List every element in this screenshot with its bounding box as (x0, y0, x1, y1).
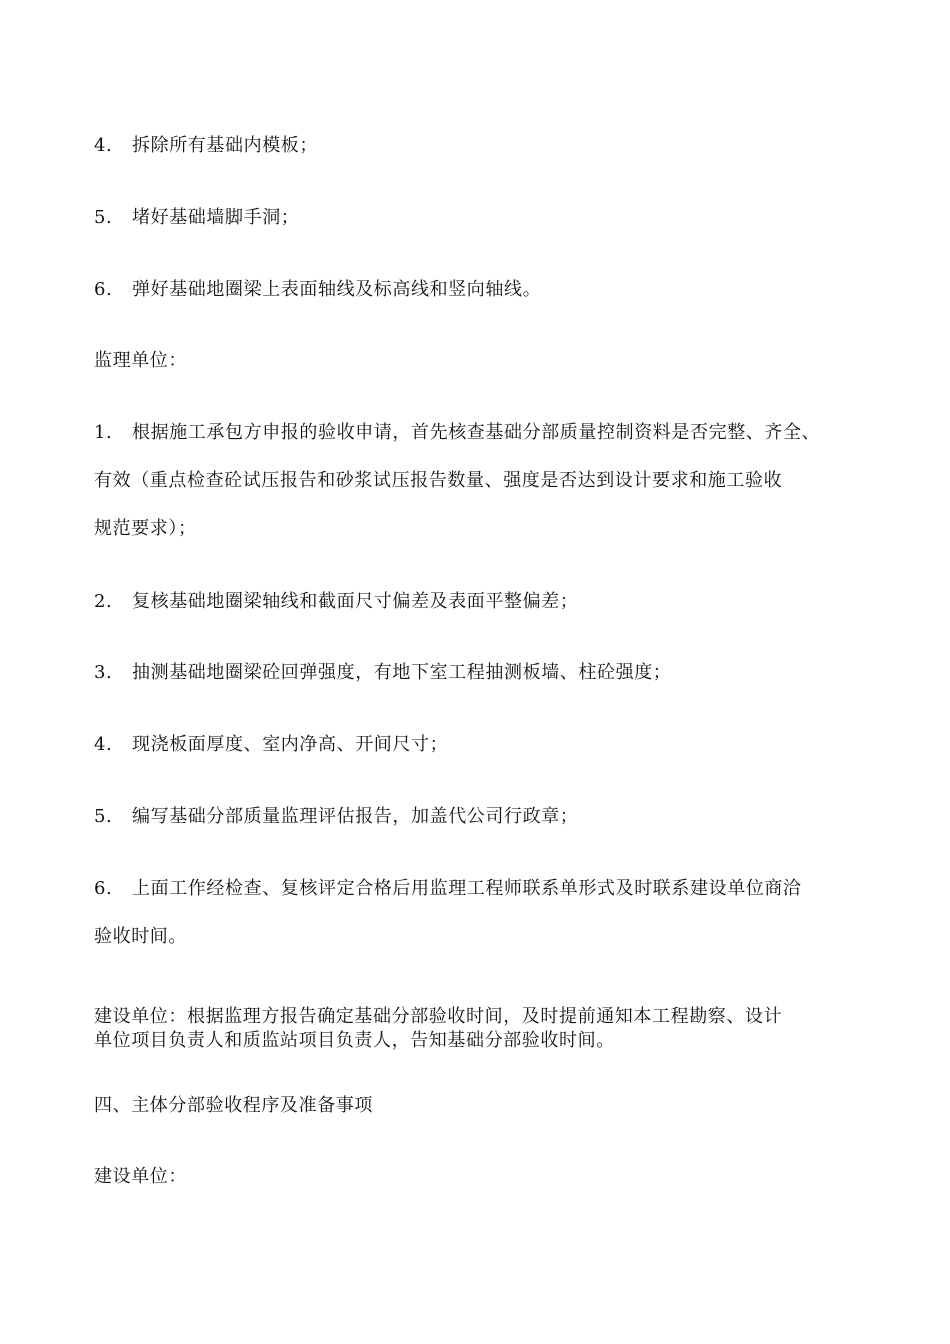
list-text: 堵好基础墙脚手洞； (132, 207, 300, 228)
paragraph-construction-unit: 建设单位：根据监理方报告确定基础分部验收时间，及时提前通知本工程勘察、设计 (94, 1006, 783, 1027)
list-item (94, 206, 299, 230)
list-item (94, 590, 578, 614)
list-number: 1. (94, 422, 113, 443)
list-item (94, 877, 802, 901)
list-text: 拆除所有基础内模板； (132, 135, 318, 156)
list-number: 6. (94, 878, 113, 899)
section-heading-four: 四、主体分部验收程序及准备事项 (94, 1095, 373, 1116)
list-text: 复核基础地圈梁轴线和截面尺寸偏差及表面平整偏差； (132, 591, 579, 612)
list-text: 上面工作经检查、复核评定合格后用监理工程师联系单形式及时联系建设单位商洽 (132, 878, 802, 899)
list-number: 6. (94, 279, 113, 300)
list-item-continuation: 有效（重点检查砼试压报告和砂浆试压报告数量、强度是否达到设计要求和施工验收 (94, 470, 783, 491)
section-heading-supervision: 监理单位： (94, 350, 187, 371)
list-text: 现浇板面厚度、室内净高、开间尺寸； (132, 734, 449, 755)
paragraph-construction-unit-continuation: 单位项目负责人和质监站项目负责人，告知基础分部验收时间。 (94, 1030, 615, 1051)
list-number: 5. (94, 207, 113, 228)
section-heading-construction: 建设单位： (94, 1166, 187, 1187)
list-item (94, 805, 578, 829)
list-item (94, 661, 671, 685)
list-number: 2. (94, 591, 113, 612)
list-item (94, 733, 448, 757)
list-number: 3. (94, 662, 113, 683)
list-text: 根据施工承包方申报的验收申请，首先核查基础分部质量控制资料是否完整、齐全、 (132, 422, 821, 443)
list-text: 编写基础分部质量监理评估报告，加盖代公司行政章； (132, 806, 579, 827)
list-item (94, 421, 820, 445)
list-number: 4. (94, 734, 113, 755)
list-item-continuation: 规范要求）； (94, 518, 197, 539)
list-item (94, 134, 318, 158)
list-text: 抽测基础地圈梁砼回弹强度，有地下室工程抽测板墙、柱砼强度； (132, 662, 672, 683)
list-item (94, 278, 541, 302)
list-text: 弹好基础地圈梁上表面轴线及标高线和竖向轴线。 (132, 279, 542, 300)
list-number: 4. (94, 135, 113, 156)
list-item-continuation: 验收时间。 (94, 926, 187, 947)
list-number: 5. (94, 806, 113, 827)
